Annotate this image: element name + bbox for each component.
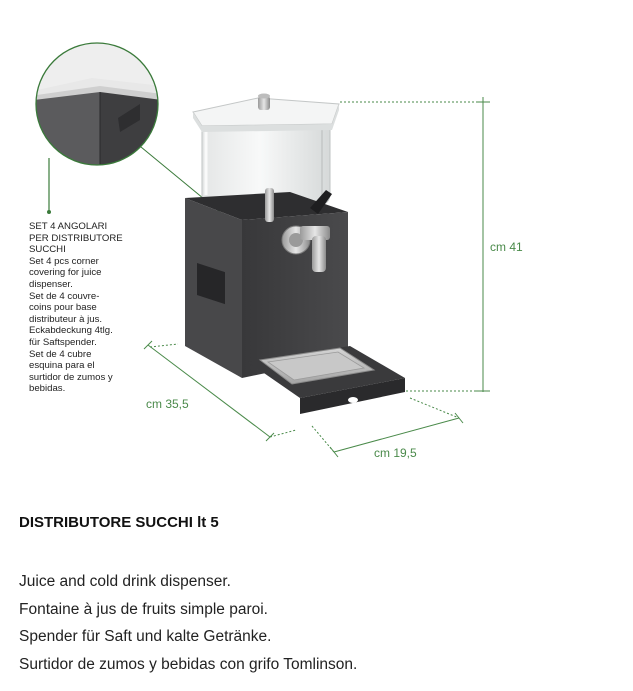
callout-line: esquina para el [29, 360, 95, 372]
description-line-en: Juice and cold drink dispenser. [19, 573, 231, 590]
callout-line: Set de 4 couvre- [29, 290, 100, 302]
callout-line: SUCCHI [29, 244, 66, 256]
callout-line: surtidor de zumos y [29, 371, 113, 383]
callout-line: distributeur à jus. [29, 313, 103, 325]
description-line-es: Surtidor de zumos y bebidas con grifo Tomlinson. [19, 655, 358, 673]
callout-line: coins pour base [29, 302, 97, 314]
height-dimension-label: cm 41 [490, 240, 523, 254]
product-description [19, 568, 357, 678]
juice-dispenser [185, 94, 405, 415]
callout-line: covering for juice [29, 267, 102, 279]
callout-line: Eckabdeckung 4tlg. [29, 325, 113, 337]
callout-line: PER DISTRIBUTORE [29, 232, 123, 244]
callout-line: bebidas. [29, 383, 66, 395]
callout-line: Set de 4 cubre [29, 348, 92, 360]
corner-covering-callout [29, 221, 139, 395]
callout-line: Set 4 pcs corner [29, 255, 99, 267]
product-title: DISTRIBUTORE SUCCHI lt 5 [19, 514, 219, 531]
width-dimension-label: cm 19,5 [374, 446, 417, 460]
description-line-de: Spender für Saft und kalte Getränke. [19, 628, 272, 645]
description-line-fr: Fontaine à jus de fruits simple paroi. [19, 600, 268, 618]
height-dimension-line [340, 97, 490, 392]
callout-line: für Saftspender. [29, 336, 97, 348]
callout-leader-dot [47, 210, 51, 214]
callout-line: dispenser. [29, 278, 73, 290]
callout-line: SET 4 ANGOLARI [29, 221, 108, 232]
depth-dimension-label: cm 35,5 [146, 397, 189, 411]
